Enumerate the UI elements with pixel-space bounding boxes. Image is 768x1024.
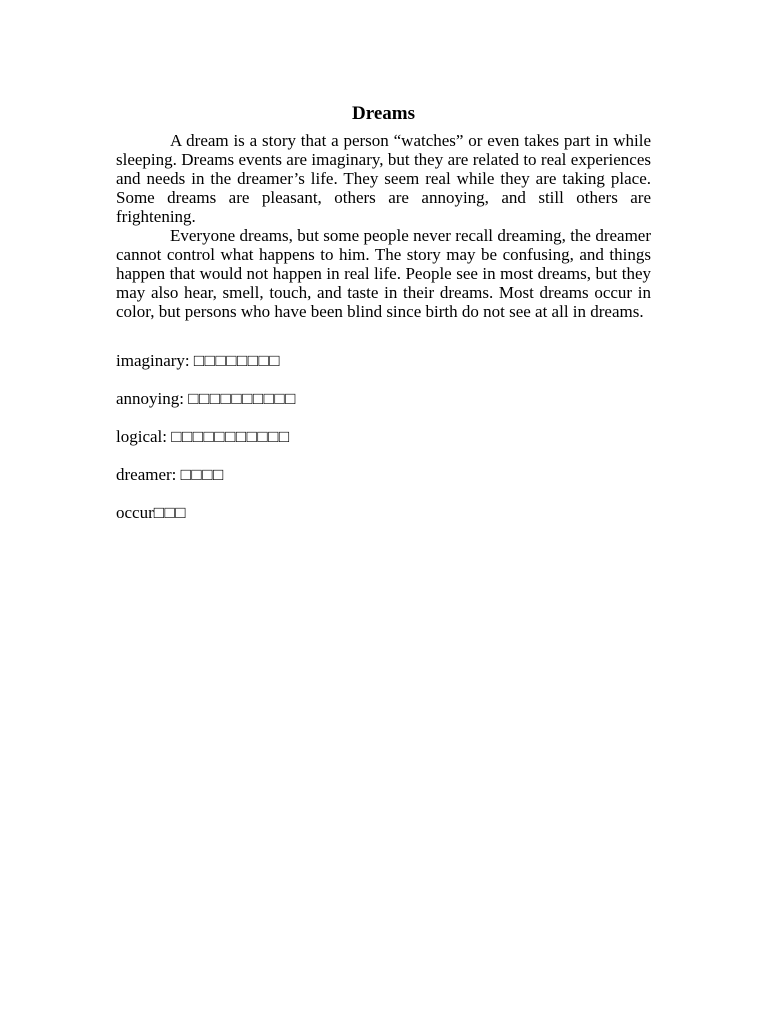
document-title: Dreams xyxy=(352,103,415,124)
vocabulary-gloss: □□□□□□□□□□ xyxy=(188,389,296,408)
vocabulary-item-annoying xyxy=(116,380,651,418)
vocabulary-term: imaginary: xyxy=(116,351,194,370)
vocabulary-term: occur xyxy=(116,503,154,522)
vocabulary-gloss: □□□□□□□□ xyxy=(193,351,281,370)
vocabulary-item-imaginary xyxy=(116,342,651,380)
paragraph-2: Everyone dreams, but some people never recall dreaming, the dreamer cannot control what happens to him. The story may be confusing, and things happen that would not happen in real life. People see in most dreams, but they may also hear, smell, touch, and taste in their dreams. Most dreams occur in color, but persons who have been blind since birth do not see at all in dreams. xyxy=(116,226,651,321)
vocabulary-term: annoying: xyxy=(116,389,189,408)
document-page xyxy=(116,103,651,532)
paragraph-1: A dream is a story that a person “watches” or even takes part in while sleeping. Dreams events are imaginary, but they are related to real experiences and needs in the dreamer’s life. They seem real while they are taking place. Some dreams are pleasant, others are annoying, and still others are frightening. xyxy=(116,131,651,226)
vocabulary-gloss: □□□ xyxy=(153,503,187,522)
vocabulary-term: dreamer: xyxy=(116,465,181,484)
vocabulary-item-occur xyxy=(116,494,651,532)
vocabulary-term: logical: xyxy=(116,427,172,446)
vocabulary-list xyxy=(116,342,651,532)
vocabulary-gloss: □□□□ xyxy=(180,465,224,484)
vocabulary-item-logical xyxy=(116,418,651,456)
vocabulary-item-dreamer xyxy=(116,456,651,494)
vocabulary-gloss: □□□□□□□□□□□ xyxy=(171,427,290,446)
